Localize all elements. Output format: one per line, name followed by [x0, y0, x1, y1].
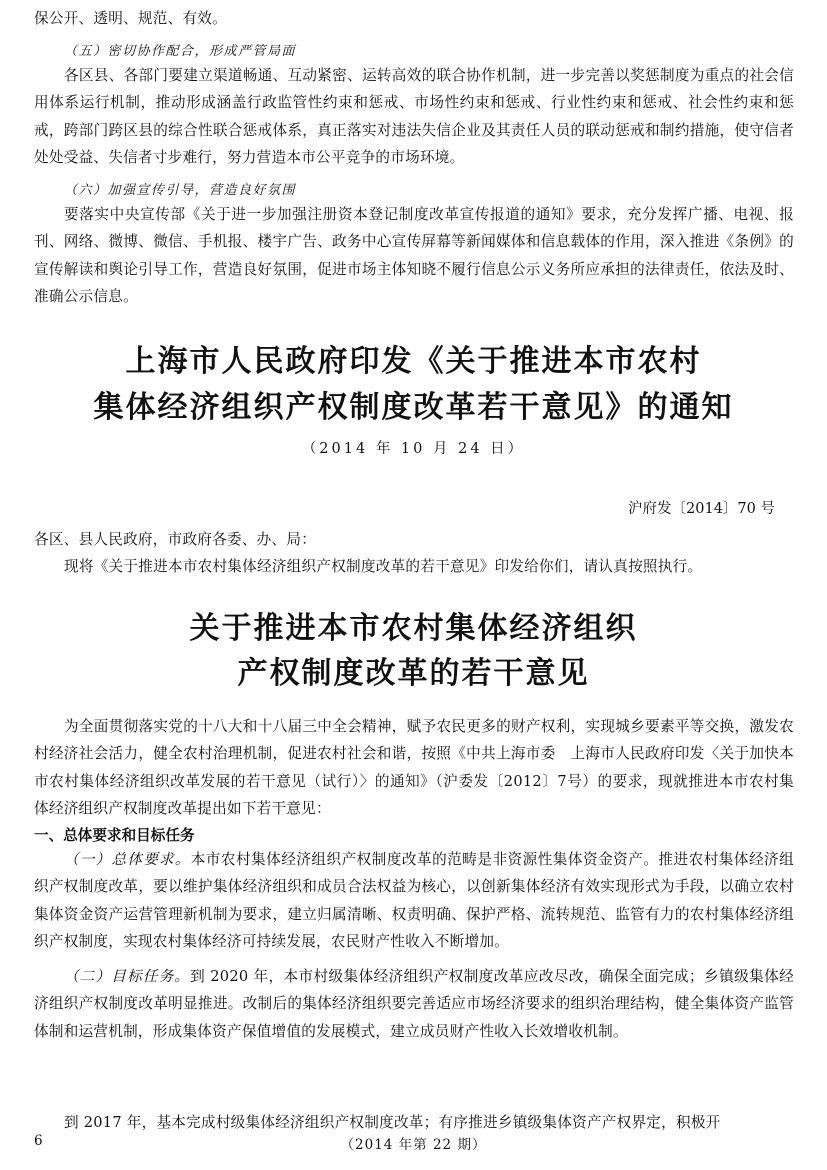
section-heading-1: 一、总体要求和目标任务: [34, 827, 195, 844]
heading-coordination: （五）密切协作配合，形成严管局面: [64, 44, 297, 59]
paragraph-coordination: 各区县、各部门要建立渠道畅通、互动紧密、运转高效的联合协作机制，进一步完善以奖惩制度为重点的社会信用体系运行机制，推动形成涵盖行政监管性约束和惩戒、市场性约束和惩戒、行业性约束和惩戒、社会性约束和惩戒，跨部门跨区县的综合性联合惩戒体系，真正落实对违法失信企业及其责任人员的联动惩戒和制约措施，使守信者处处受益、失信者寸步难行，努力营造本市公平竞争的市场环境。: [34, 67, 794, 167]
continuation-line: 保公开、透明、规范、有效。: [34, 10, 227, 27]
issue-number: （2014 年第 22 期）: [340, 1137, 487, 1153]
heading-publicity: （六）加强宣传引导，营造良好氛围: [64, 183, 297, 198]
paragraph-2017-target: 到 2017 年，基本完成村级集体经济组织产权制度改革；有序推进乡镇级集体资产产权界定，积极开: [64, 1114, 721, 1131]
overall-requirements-label: （一）总体要求。: [64, 851, 191, 868]
opinion-title-line-1: 关于推进本市农村集体经济组织: [189, 611, 638, 646]
overall-requirements-text: 本市农村集体经济组织产权制度改革的范畴是非资源性集体资金资产。推进农村集体经济组织产权制度改革，要以维护集体经济组织和成员合法权益为核心，以创新集体经济有效实现形式为手段，以确立农村集体资金资产运营管理新机制为要求，建立归属清晰、权责明确、保护严格、流转规范、监管有力的农村集体经济组织产权制度，实现农村集体经济可持续发展，农民财产性收入不断增加。: [34, 851, 794, 951]
paragraph-overall-requirements: [34, 846, 794, 956]
paragraph-target-tasks: [34, 963, 794, 1045]
notice-addressee: 各区、县人民政府，市政府各委、办、局：: [34, 531, 317, 548]
target-tasks-text: 到 2020 年，本市村级集体经济组织产权制度改革应改尽改，确保全面完成；乡镇级集体经济组织产权制度改革明显推进。改制后的集体经济组织要完善适应市场经济要求的组织治理结构，健全集体资产监管体制和运营机制，形成集体资产保值增值的发展模式，建立成员财产性收入长效增收机制。: [34, 968, 794, 1040]
notice-body: 现将《关于推进本市农村集体经济组织产权制度改革的若干意见》印发给你们，请认真按照执行。: [64, 558, 703, 575]
target-tasks-label: （二）目标任务。: [64, 968, 191, 985]
opinion-title-line-2: 产权制度改革的若干意见: [237, 656, 590, 691]
opinion-intro: 为全面贯彻落实党的十八大和十八届三中全会精神，赋予农民更多的财产权利，实现城乡要素平等交换，激发农村经济社会活力，健全农村治理机制，促进农村社会和谐，按照《中共上海市委 上海市人民政府印发〈关于加快本市农村集体经济组织改革发展的若干意见（试行）〉的通知》（沪委发〔2012〕7号）的要求，现就推进本市农村集体经济组织产权制度改革提出如下若干意见：: [34, 718, 794, 818]
page-number: 6: [34, 1133, 43, 1149]
notice-title-line-2: 集体经济组织产权制度改革若干意见》的通知: [93, 390, 734, 425]
document-number: 沪府发〔2014〕70 号: [628, 501, 775, 517]
notice-date: （2014 年 10 月 24 日）: [301, 441, 526, 457]
notice-title-line-1: 上海市人民政府印发《关于推进本市农村: [125, 344, 702, 379]
paragraph-publicity: 要落实中央宣传部《关于进一步加强注册资本登记制度改革宣传报道的通知》要求，充分发挥广播、电视、报刊、网络、微博、微信、手机报、楼宇广告、政务中心宣传屏幕等新闻媒体和信息载体的作用，深入推进《条例》的宣传解读和舆论引导工作，营造良好氛围，促进市场主体知晓不履行信息公示义务所应承担的法律责任，依法及时、准确公示信息。: [34, 206, 794, 306]
